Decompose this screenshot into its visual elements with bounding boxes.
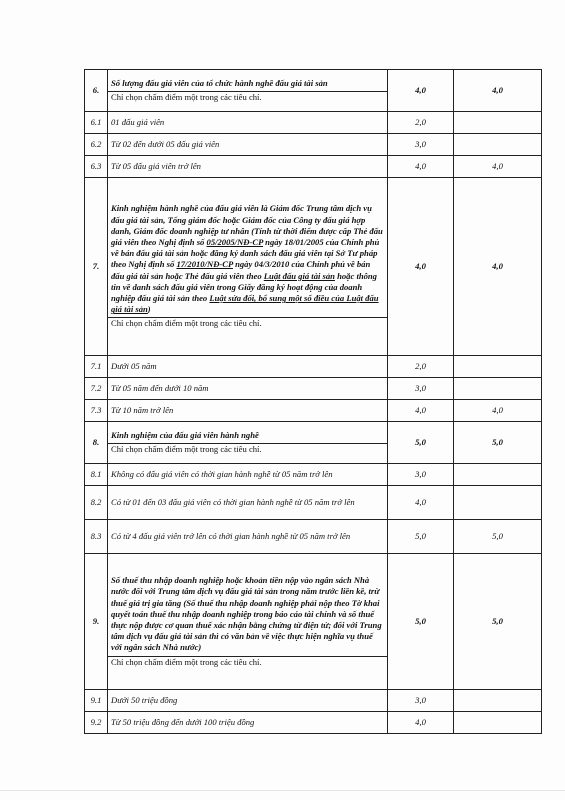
criterion-title: Số thuế thu nhập doanh nghiệp hoặc khoản tiền nộp vào ngân sách Nhà nước đối với Trung tâm dịch vụ đấu giá tài sản trong năm trước liền kề, trừ thuế giá trị gia tăng (Số thuế thu nhập doanh nghiệp phải nộp theo Tờ khai quyết toán thuế thu nhập doanh nghiệp trong báo cáo tài chính và số thuế thực nộp được cơ quan thuế xác nhận bằng chứng từ điện tử; đối với Trung tâm dịch vụ đấu giá tài sản thì có văn bản về việc thực hiện nghĩa vụ thuế với ngân sách Nhà nước) bbox=[111, 575, 382, 653]
criterion-max-score: 4,0 bbox=[454, 178, 542, 356]
item-number: 6.3 bbox=[85, 156, 108, 178]
criterion-description bbox=[108, 422, 388, 464]
item-number: 7.2 bbox=[85, 378, 108, 400]
item-max-score bbox=[454, 134, 542, 156]
item-max-score: 4,0 bbox=[454, 400, 542, 422]
law-link-amendment[interactable]: Luật sửa đổi, bổ sung một số điều của Luật đấu giá tài sản bbox=[111, 293, 379, 315]
decree-link-05-2005[interactable]: 05/2005/NĐ-CP bbox=[206, 236, 264, 247]
item-score: 3,0 bbox=[388, 690, 454, 712]
criterion-score: 5,0 bbox=[388, 422, 454, 464]
item-max-score bbox=[454, 112, 542, 134]
criterion-score: 5,0 bbox=[388, 554, 454, 690]
title-text: hoặc thông tin về danh sách đấu giá viên trong Giấy đăng ký hoạt động của doanh nghiệp đấu giá tài sản theo bbox=[111, 270, 377, 303]
title-text: ngày 04/3/2010 của Chính phủ về bán đấu giá tài sản hoặc Thẻ đấu giá viên theo bbox=[111, 259, 371, 281]
table-row bbox=[85, 400, 542, 422]
item-description: Có từ 01 đến 03 đấu giá viên có thời gian hành nghề từ 05 năm trở lên bbox=[108, 486, 388, 520]
table-row bbox=[85, 464, 542, 486]
item-description: Từ 10 năm trở lên bbox=[108, 400, 388, 422]
item-max-score bbox=[454, 464, 542, 486]
criterion-max-score: 5,0 bbox=[454, 554, 542, 690]
item-score: 3,0 bbox=[388, 134, 454, 156]
table-row bbox=[85, 520, 542, 554]
criterion-max-score: 5,0 bbox=[454, 422, 542, 464]
table-row bbox=[85, 422, 542, 464]
title-text: ngày 18/01/2005 của Chính phủ về bán đấu giá tài sản hoặc đăng ký danh sách đấu giá viên tại Sở Tư pháp theo Nghị định số bbox=[111, 236, 380, 270]
criterion-score: 4,0 bbox=[388, 178, 454, 356]
item-description: Từ 05 năm đến dưới 10 năm bbox=[108, 378, 388, 400]
table-row bbox=[85, 486, 542, 520]
item-score: 3,0 bbox=[388, 464, 454, 486]
item-description: Từ 05 đấu giá viên trở lên bbox=[108, 156, 388, 178]
criterion-title: Kinh nghiệm của đấu giá viên hành nghề bbox=[111, 429, 259, 440]
criterion-note: Chỉ chọn chấm điểm một trong các tiêu chí. bbox=[111, 444, 262, 454]
item-score: 4,0 bbox=[388, 400, 454, 422]
criterion-note: Chỉ chọn chấm điểm một trong các tiêu chí. bbox=[111, 92, 262, 102]
item-score: 4,0 bbox=[388, 486, 454, 520]
criterion-note: Chỉ chọn chấm điểm một trong các tiêu chí. bbox=[111, 318, 262, 329]
table-row bbox=[85, 178, 542, 356]
criterion-number: 6. bbox=[85, 70, 108, 112]
item-number: 7.1 bbox=[85, 356, 108, 378]
item-description: 01 đấu giá viên bbox=[108, 112, 388, 134]
table-row bbox=[85, 554, 542, 690]
item-max-score bbox=[454, 356, 542, 378]
title-text: ) bbox=[147, 304, 151, 315]
item-number: 9.1 bbox=[85, 690, 108, 712]
title-text: Kinh nghiệm hành nghề của đấu giá viên là Giám đốc Trung tâm dịch vụ đấu giá tài sản, Tổng giám đốc hoặc Giám đốc của Công ty đấu giá hợp danh, Giám đốc doanh nghiệp tư nhân (Tính từ thời điểm được cấp Thẻ đấu giá viên theo Nghị định số bbox=[111, 203, 383, 247]
criterion-number: 8. bbox=[85, 422, 108, 464]
item-max-score: 4,0 bbox=[454, 156, 542, 178]
item-number: 6.1 bbox=[85, 112, 108, 134]
item-max-score bbox=[454, 378, 542, 400]
item-description: Dưới 50 triệu đồng bbox=[108, 690, 388, 712]
criterion-title: Số lượng đấu giá viên của tổ chức hành nghề đấu giá tài sản bbox=[111, 77, 328, 88]
table-row bbox=[85, 712, 542, 734]
item-score: 2,0 bbox=[388, 112, 454, 134]
page-edge-shadow bbox=[0, 790, 565, 791]
criterion-score: 4,0 bbox=[388, 70, 454, 112]
criterion-number: 9. bbox=[85, 554, 108, 690]
criteria-table bbox=[84, 69, 542, 734]
item-description: Dưới 05 năm bbox=[108, 356, 388, 378]
item-number: 8.1 bbox=[85, 464, 108, 486]
criterion-description bbox=[108, 554, 388, 690]
item-max-score bbox=[454, 712, 542, 734]
criterion-max-score: 4,0 bbox=[454, 70, 542, 112]
criterion-note: Chỉ chọn chấm điểm một trong các tiêu chí. bbox=[111, 656, 262, 667]
table-row bbox=[85, 356, 542, 378]
table-row bbox=[85, 378, 542, 400]
item-description: Có từ 4 đấu giá viên trở lên có thời gian hành nghề từ 05 năm trở lên bbox=[108, 520, 388, 554]
item-score: 4,0 bbox=[388, 156, 454, 178]
item-score: 4,0 bbox=[388, 712, 454, 734]
decree-link-17-2010[interactable]: 17/2010/NĐ-CP bbox=[176, 259, 233, 270]
item-score: 5,0 bbox=[388, 520, 454, 554]
law-link-auction[interactable]: Luật đấu giá tài sản bbox=[263, 270, 335, 281]
item-number: 7.3 bbox=[85, 400, 108, 422]
item-max-score: 5,0 bbox=[454, 520, 542, 554]
item-number: 6.2 bbox=[85, 134, 108, 156]
item-score: 2,0 bbox=[388, 356, 454, 378]
item-number: 8.2 bbox=[85, 486, 108, 520]
table-row bbox=[85, 134, 542, 156]
item-number: 9.2 bbox=[85, 712, 108, 734]
item-description: Từ 50 triệu đồng đến dưới 100 triệu đồng bbox=[108, 712, 388, 734]
table-row bbox=[85, 690, 542, 712]
item-max-score bbox=[454, 486, 542, 520]
criterion-number: 7. bbox=[85, 178, 108, 356]
criterion-description bbox=[108, 70, 388, 112]
item-number: 8.3 bbox=[85, 520, 108, 554]
item-description: Từ 02 đến dưới 05 đấu giá viên bbox=[108, 134, 388, 156]
criterion-description bbox=[108, 178, 388, 356]
table-row bbox=[85, 156, 542, 178]
item-max-score bbox=[454, 690, 542, 712]
table-row bbox=[85, 70, 542, 112]
item-score: 3,0 bbox=[388, 378, 454, 400]
table-row bbox=[85, 112, 542, 134]
criterion-title bbox=[111, 203, 384, 315]
item-description: Không có đấu giá viên có thời gian hành nghề từ 05 năm trở lên bbox=[108, 464, 388, 486]
